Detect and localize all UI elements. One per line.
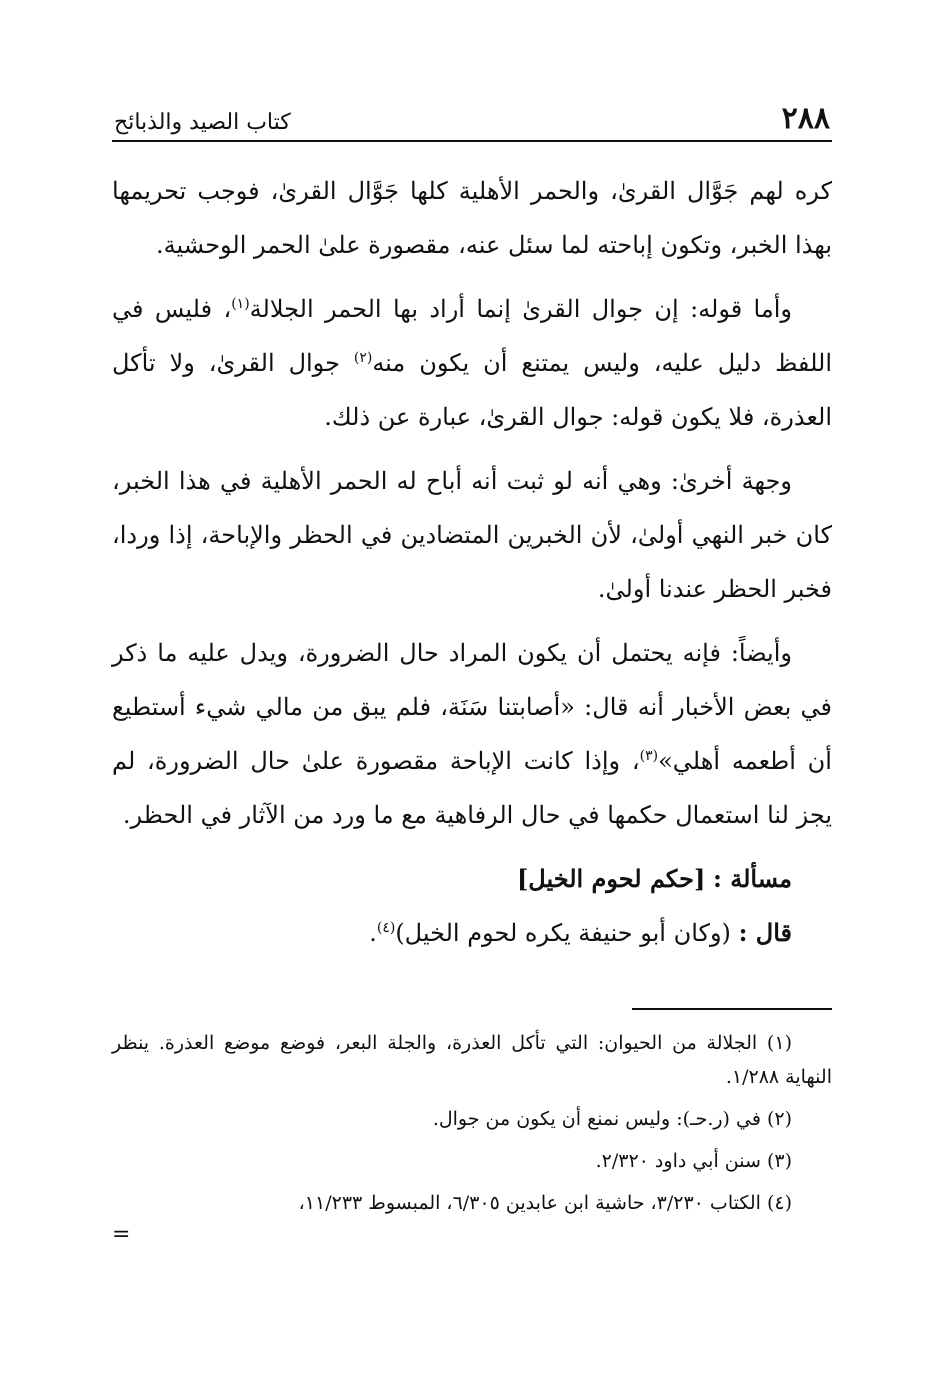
statement-text: (وكان أبو حنيفة يكره لحوم الخيل): [395, 919, 731, 947]
chapter-title: كتاب الصيد والذبائح: [114, 110, 291, 135]
page-number: ٢٨٨: [781, 101, 830, 136]
paragraph-4: [112, 626, 832, 842]
statement-end: .: [369, 919, 377, 947]
paragraph-2-part-2: ، فليس في اللفظ دليل عليه، وليس يمتنع أن يكون منه: [112, 295, 832, 377]
main-text: [112, 164, 832, 960]
continuation-mark: =: [112, 1222, 131, 1247]
footnote-divider: [632, 1008, 832, 1010]
paragraph-2-part-3: جوال القرىٰ، ولا تأكل العذرة، فلا يكون قوله: جوال القرىٰ، عبارة عن ذلك.: [112, 349, 832, 431]
footnotes: [112, 1026, 832, 1246]
footnote-3: (٣) سنن أبي داود ٢/٣٢٠.: [595, 1150, 792, 1172]
issue-label: مسألة :: [713, 864, 792, 893]
footnote-ref-2: (٢): [353, 350, 373, 366]
paragraph-4-part-2: ، وإذا كانت الإباحة مقصورة علىٰ حال الضرورة، لم يجز لنا استعمال حكمها في حال الرفاهية مع ما ورد من الآثار في الحظر.: [112, 747, 832, 829]
paragraph-4-part-1: وأيضاً: فإنه يحتمل أن يكون المراد حال الضرورة، ويدل عليه ما ذكر في بعض الأخبار أنه قال: «أصابتنا سَنَة، فلم يبق من مالي شيء أستطيع أن أطعمه أهلي»: [112, 639, 832, 775]
book-page: [112, 96, 832, 1246]
paragraph-1: كره لهم جَوَّال القرىٰ، والحمر الأهلية كلها جَوَّال القرىٰ، فوجب تحريمها بهذا الخبر، وتكون إباحته لما سئل عنه، مقصورة علىٰ الحمر الوحشية.: [112, 177, 832, 259]
footnote-2: (٢) في (ر.حـ): وليس نمنع أن يكون من جوال.: [432, 1108, 792, 1130]
statement-line: [112, 906, 832, 960]
paragraph-3: وجهة أخرىٰ: وهي أنه لو ثبت أنه أباح له الحمر الأهلية في هذا الخبر، كان خبر النهي أولىٰ، لأن الخبرين المتضادين في الحظر والإباحة، إذا وردا، فخبر الحظر عندنا أولىٰ.: [112, 467, 832, 603]
issue-title: [حكم لحوم الخيل]: [516, 864, 706, 893]
footnote-1: (١) الجلالة من الحيوان: التي تأكل العذرة، والجلة البعر، فوضع موضع العذرة. ينظر النهاية ١/٢٨٨.: [112, 1032, 832, 1088]
footnote-ref-3: (٣): [639, 748, 659, 764]
running-header: [112, 96, 832, 142]
issue-heading: [112, 852, 832, 906]
footnote-ref-1: (١): [231, 296, 250, 312]
footnote-ref-4: (٤): [376, 920, 396, 936]
footnote-4: (٤) الكتاب ٣/٢٣٠، حاشية ابن عابدين ٦/٣٠٥، المبسوط ١١/٢٣٣،: [298, 1192, 792, 1214]
paragraph-2: [112, 282, 832, 444]
paragraph-2-part-1: وأما قوله: إن جوال القرىٰ إنما أراد بها الحمر الجلالة: [249, 295, 792, 323]
statement-label: قال :: [738, 918, 792, 947]
